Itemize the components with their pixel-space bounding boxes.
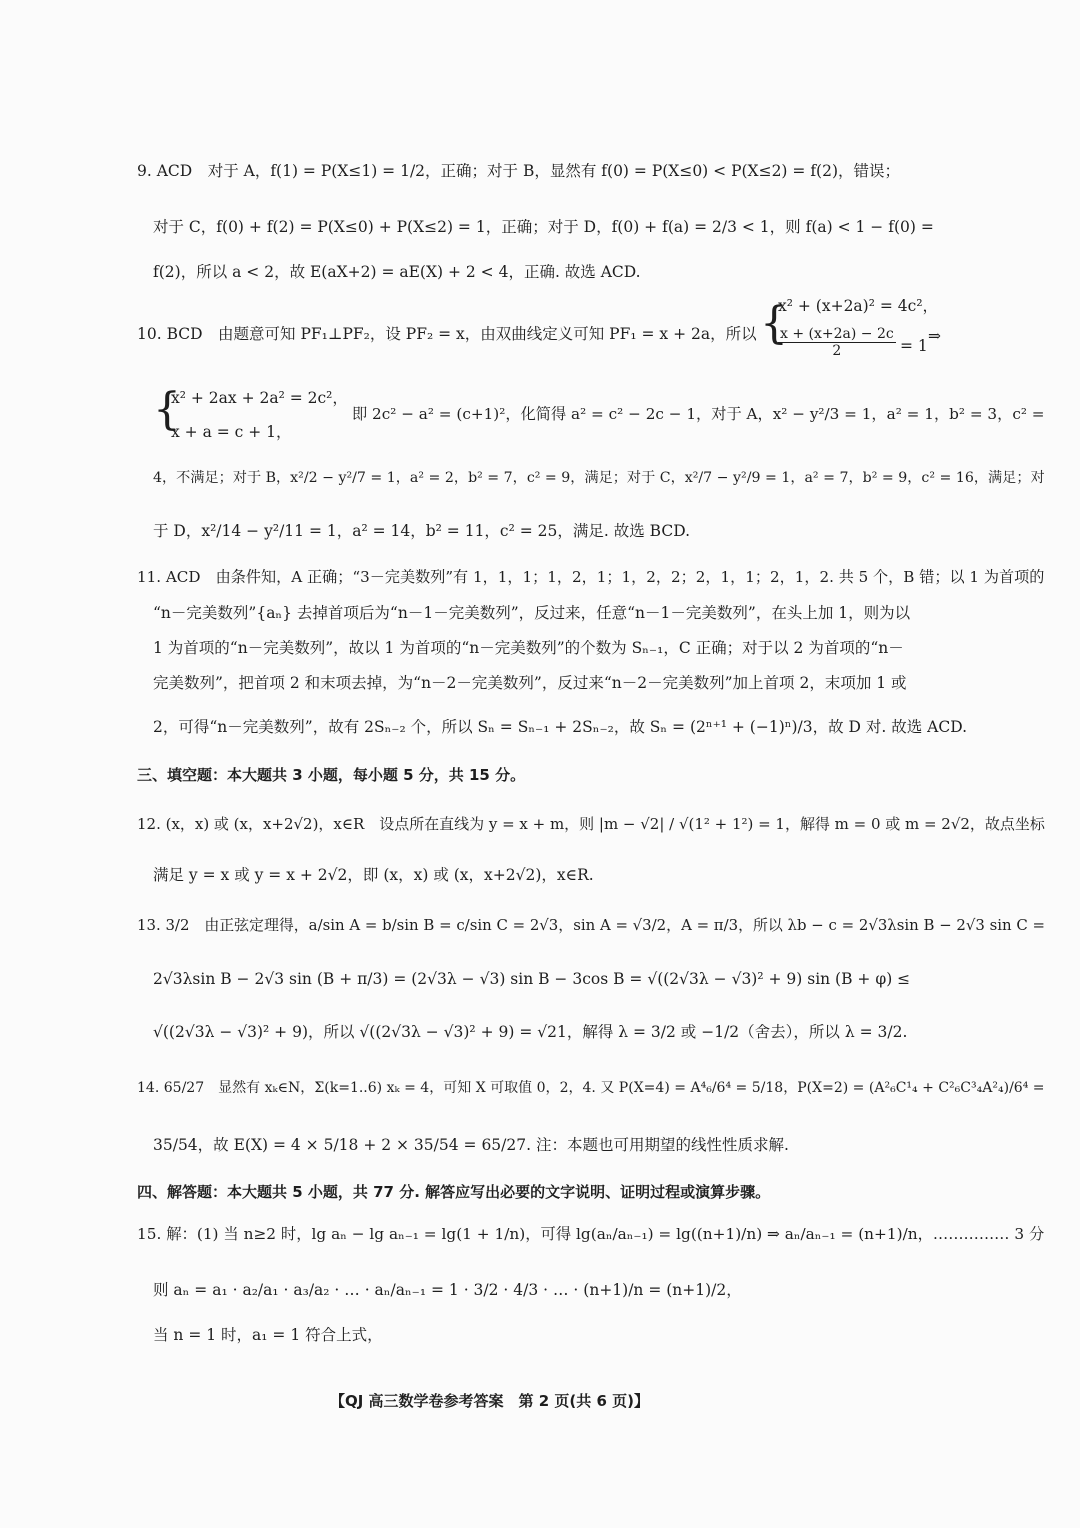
q14-line-1: 14. 65/27 显然有 xₖ∈N，Σ(k=1..6) xₖ = 4，可知 X 可取值 0，2，4. 又 P(X=4) = A⁴₆/6⁴ = 5/18，P(X=2) = (A²₆C¹₄ + C²₆C³₄A²₄)/6⁴ =	[137, 1080, 1045, 1096]
q10-sys2-eq1: x² + 2ax + 2a² = 2c²，	[171, 389, 348, 407]
q10-line-2: 即 2c² − a² = (c+1)²，化简得 a² = c² − 2c − 1，对于 A，x² − y²/3 = 1，a² = 1，b² = 3，c² =	[352, 405, 1045, 423]
q10-implies-arrow: ⇒	[928, 327, 941, 345]
q15-line-3: 当 n = 1 时，a₁ = 1 符合上式，	[153, 1326, 383, 1344]
q12-line-1: 12. (x，x) 或 (x，x+2√2)，x∈R 设点所在直线为 y = x + m，则 |m − √2| / √(1² + 1²) = 1，解得 m = 0 或 m = 2√2，故点坐标	[137, 815, 1045, 833]
q11-line-3: 1 为首项的“n－完美数列”，故以 1 为首项的“n－完美数列”的个数为 Sₙ₋₁，C 正确；对于以 2 为首项的“n－	[153, 639, 904, 657]
page-footer: 【QJ 高三数学卷参考答案 第 2 页(共 6 页)】	[330, 1392, 650, 1410]
q10-system-2: { x² + 2ax + 2a² = 2c²， x + a = c + 1，	[153, 384, 348, 441]
q10-line-1: 10. BCD 由题意可知 PF₁⊥PF₂，设 PF₂ = x，由双曲线定义可知 PF₁ = x + 2a，所以	[137, 325, 757, 343]
q9-line-3: f(2)，所以 a < 2，故 E(aX+2) = aE(X) + 2 < 4，正确. 故选 ACD.	[153, 263, 641, 281]
q10-sys1-eq2-rhs: = 1	[900, 337, 928, 355]
q10-system-1: { x² + (x+2a)² = 4c²， $\frac{x + (x+2a) - 2c}{2}$ = 1	[760, 297, 939, 359]
section-3-heading: 三、填空题：本大题共 3 小题，每小题 5 分，共 15 分。	[137, 766, 526, 784]
q12-line-2: 满足 y = x 或 y = x + 2√2，即 (x，x) 或 (x，x+2√2)，x∈R.	[153, 866, 594, 884]
q15-line-1: 15. 解：(1) 当 n≥2 时，lg aₙ − lg aₙ₋₁ = lg(1 + 1/n)，可得 lg(aₙ/aₙ₋₁) = lg((n+1)/n) ⇒ aₙ/aₙ₋₁ = (n+1)/n，…………… 3 分	[137, 1225, 1045, 1243]
q10-sys1-eq1: x² + (x+2a)² = 4c²，	[778, 297, 939, 315]
q11-line-1: 11. ACD 由条件知，A 正确；“3－完美数列”有 1，1，1；1，2，1；1，2，2；2，1，1；2，1，2. 共 5 个，B 错；以 1 为首项的	[137, 568, 1045, 586]
q9-line-2: 对于 C，f(0) + f(2) = P(X≤0) + P(X≤2) = 1，正确；对于 D，f(0) + f(a) = 2/3 < 1，则 f(a) < 1 − f(0) =	[153, 218, 934, 236]
q13-line-2: 2√3λsin B − 2√3 sin (B + π/3) = (2√3λ − √3) sin B − 3cos B = √((2√3λ − √3)² + 9) sin (B + φ) ≤	[153, 970, 911, 988]
q10-line-4: 于 D，x²/14 − y²/11 = 1，a² = 14，b² = 11，c² = 25，满足. 故选 BCD.	[153, 522, 691, 540]
q15-line-2: 则 aₙ = a₁ · a₂/a₁ · a₃/a₂ · … · aₙ/aₙ₋₁ = 1 · 3/2 · 4/3 · … · (n+1)/n = (n+1)/2，	[153, 1281, 742, 1299]
q9-line-1: 9. ACD 对于 A，f(1) = P(X≤1) = 1/2，正确；对于 B，显然有 f(0) = P(X≤0) < P(X≤2) = f(2)，错误；	[137, 162, 901, 180]
q10-sys2-eq2: x + a = c + 1，	[171, 423, 292, 441]
q10-sys1-eq2-den: 2	[832, 343, 842, 359]
q13-line-1: 13. 3/2 由正弦定理得，a/sin A = b/sin B = c/sin C = 2√3，sin A = √3/2，A = π/3，所以 λb − c = 2√3λsin B − 2√3 sin C =	[137, 916, 1046, 934]
section-4-heading: 四、解答题：本大题共 5 小题，共 77 分. 解答应写出必要的文字说明、证明过程或演算步骤。	[137, 1183, 771, 1201]
q11-line-4: 完美数列”，把首项 2 和末项去掉，为“n－2－完美数列”，反过来“n－2－完美数列”加上首项 2，末项加 1 或	[153, 674, 907, 692]
q11-line-5: 2，可得“n－完美数列”，故有 2Sₙ₋₂ 个，所以 Sₙ = Sₙ₋₁ + 2Sₙ₋₂，故 Sₙ = (2ⁿ⁺¹ + (−1)ⁿ)/3，故 D 对. 故选 ACD.	[153, 718, 968, 736]
q10-sys1-eq2-num: x + (x+2a) − 2c	[780, 326, 894, 342]
q13-line-3: √((2√3λ − √3)² + 9)，所以 √((2√3λ − √3)² + 9) = √21，解得 λ = 3/2 或 −1/2（舍去），所以 λ = 3/2.	[153, 1023, 908, 1041]
q14-line-2: 35/54，故 E(X) = 4 × 5/18 + 2 × 35/54 = 65/27. 注：本题也可用期望的线性性质求解.	[153, 1136, 789, 1154]
q11-line-2: “n－完美数列”{aₙ} 去掉首项后为“n－1－完美数列”，反过来，任意“n－1－完美数列”，在头上加 1，则为以	[153, 604, 911, 622]
q10-line-3: 4，不满足；对于 B，x²/2 − y²/7 = 1，a² = 2，b² = 7，c² = 9，满足；对于 C，x²/7 − y²/9 = 1，a² = 7，b² = 9，c² = 16，满足；对	[153, 470, 1045, 486]
